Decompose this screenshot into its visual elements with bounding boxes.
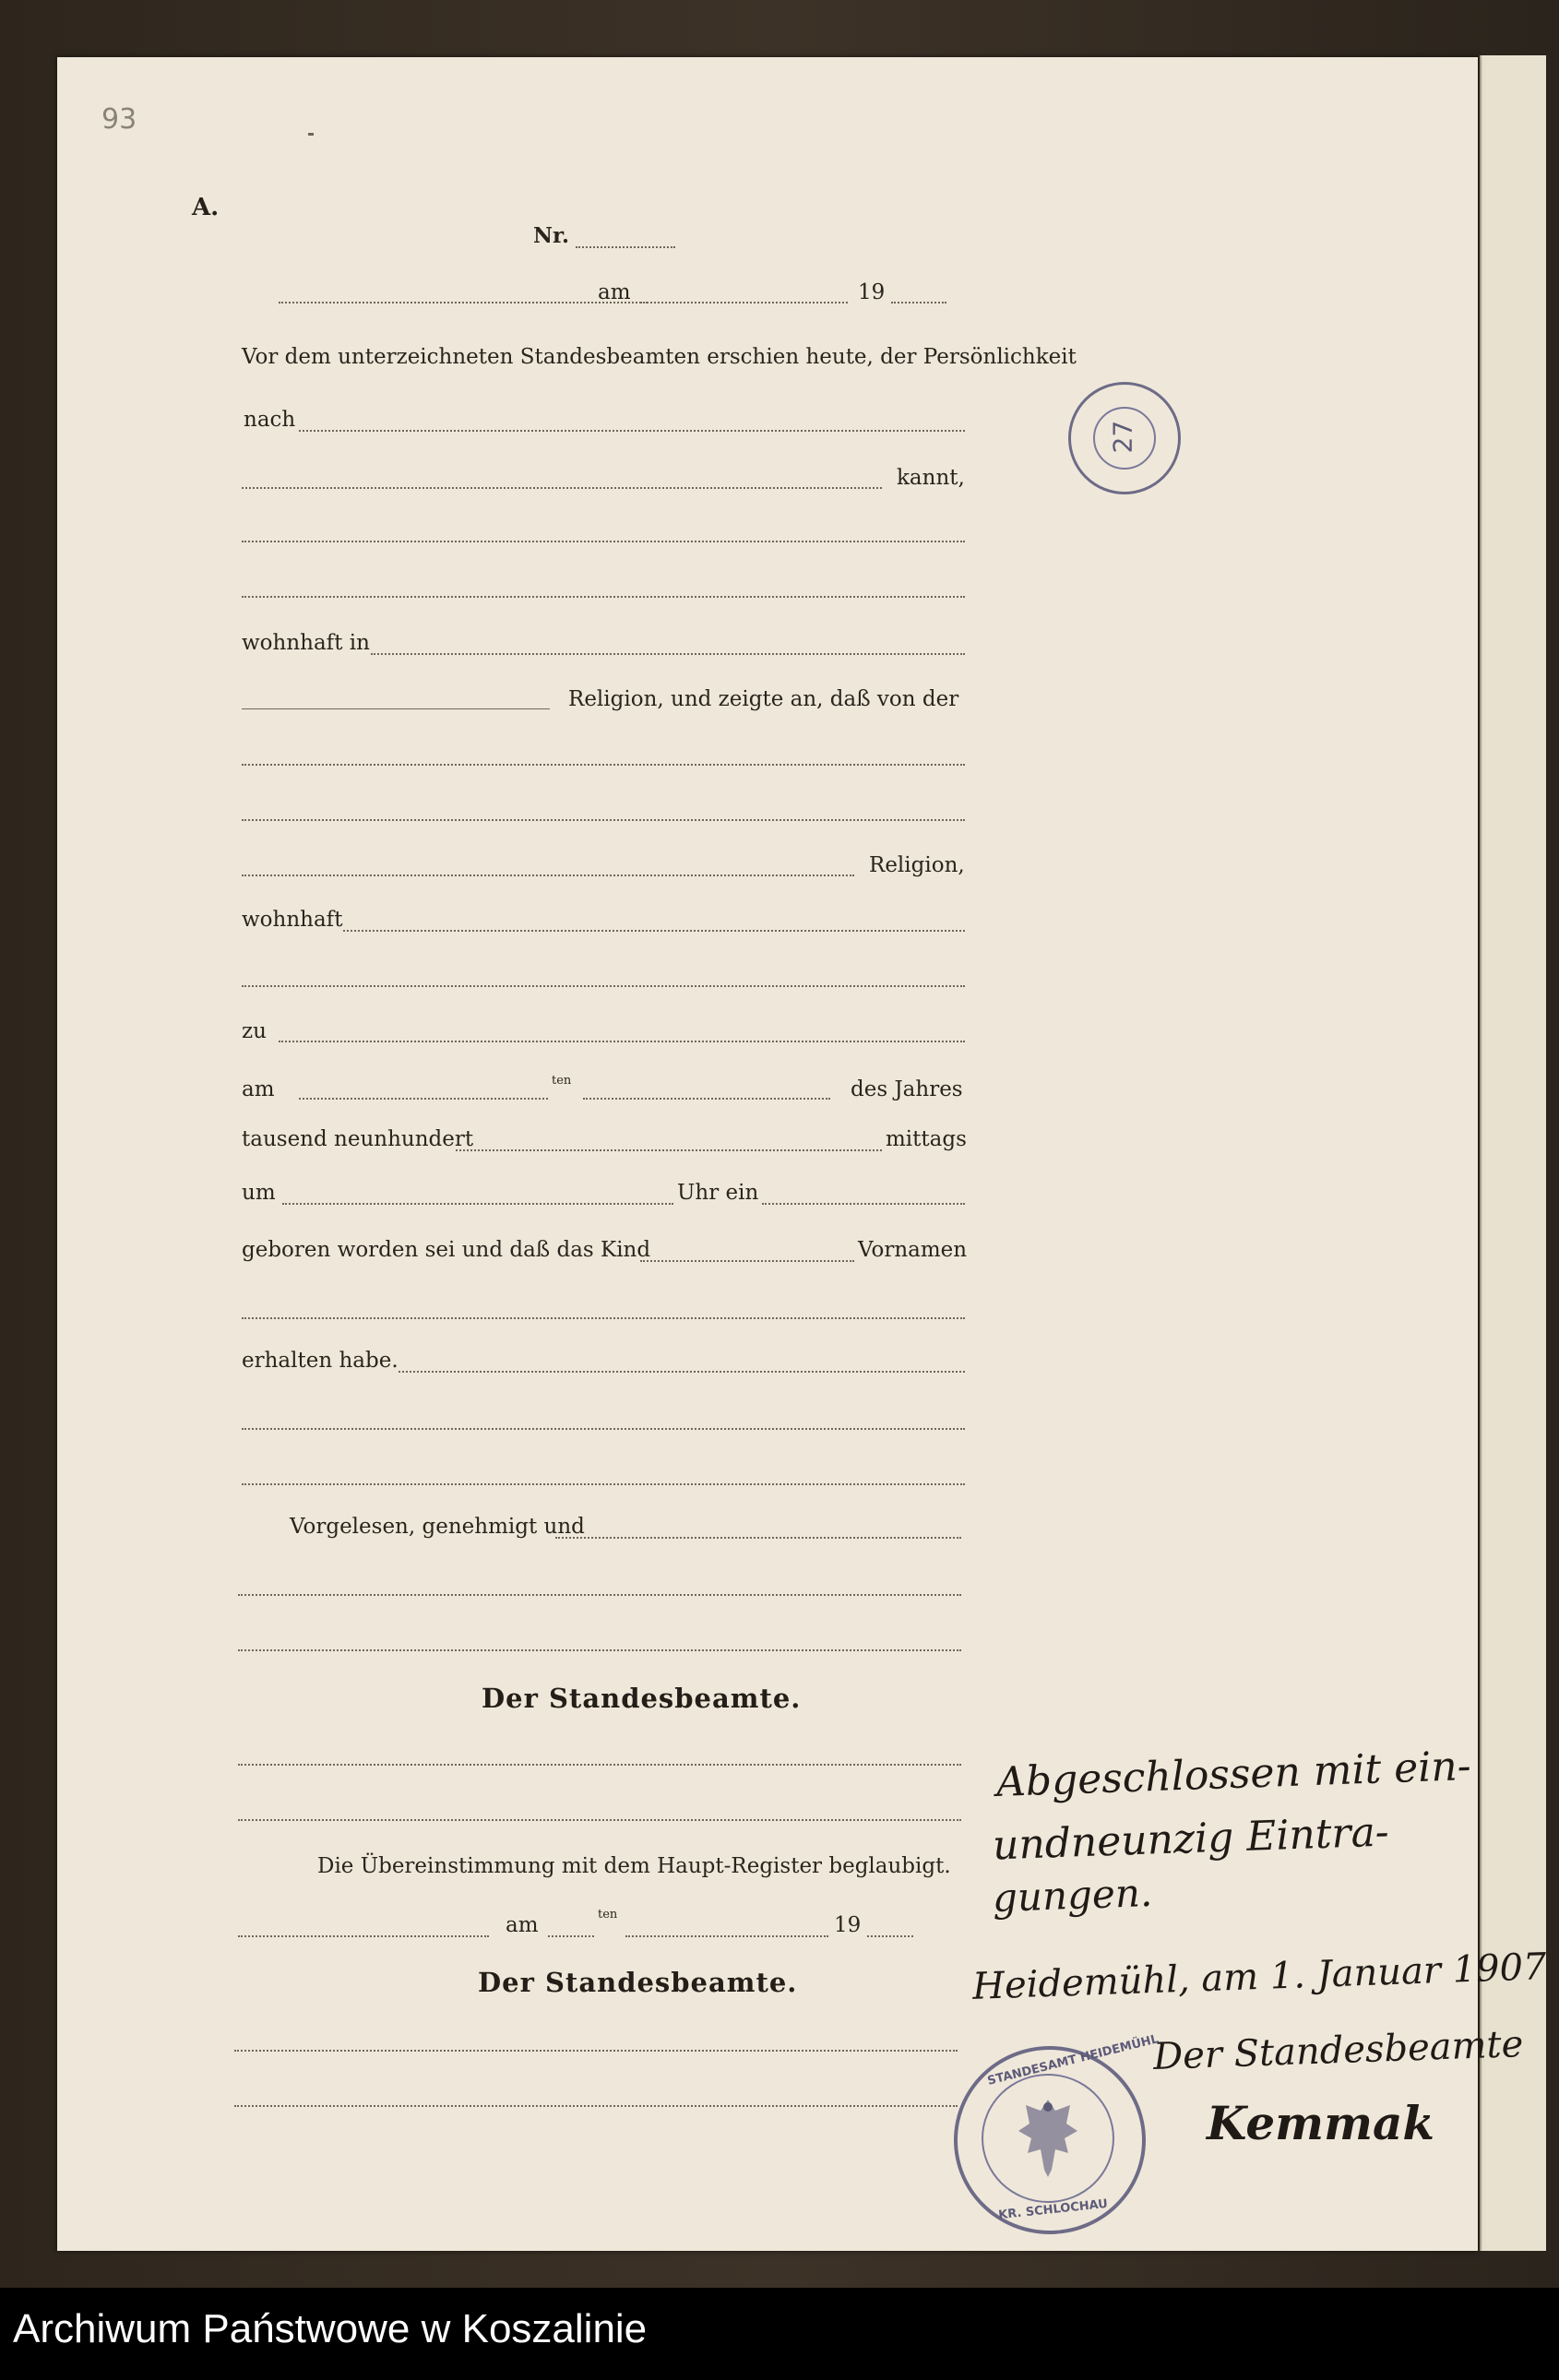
handwritten-date-line: Heidemühl, am 1. Januar 1907 <box>971 1946 1548 2008</box>
adjacent-page-edge <box>1480 55 1546 2251</box>
tausend-label: tausend neunhundert <box>242 1127 474 1151</box>
mittags-label: mittags <box>886 1127 967 1151</box>
registrar-signature-line[interactable] <box>238 1764 961 1766</box>
birth-day-field[interactable] <box>299 1098 548 1100</box>
declarant-signature-line[interactable] <box>238 1594 961 1596</box>
wohnhaft-label: wohnhaft <box>242 908 343 932</box>
religion-label: Religion, <box>869 853 965 877</box>
birth-hour-field[interactable] <box>282 1203 673 1205</box>
handwritten-line-3: gungen. <box>992 1869 1153 1922</box>
year-prefix: 19 <box>858 280 886 304</box>
certification-year-prefix: 19 <box>834 1913 862 1937</box>
vornamen-label: Vornamen <box>858 1238 968 1262</box>
certification-month-field[interactable] <box>625 1935 828 1937</box>
registrar-signature-line[interactable] <box>238 1819 961 1821</box>
seal-text-top: STANDESAMT HEIDEMÜHL <box>986 2032 1160 2088</box>
blank-line[interactable] <box>242 596 965 598</box>
child-field[interactable] <box>640 1260 854 1262</box>
nr-field[interactable] <box>576 246 675 248</box>
date-field[interactable] <box>640 302 848 303</box>
known-field[interactable] <box>242 487 882 489</box>
blank-line[interactable] <box>242 1428 965 1430</box>
geboren-text: geboren worden sei und daß das Kind <box>242 1238 651 1262</box>
am-label: am <box>598 280 631 304</box>
mother-residence-field[interactable] <box>343 930 965 932</box>
signature-note-field[interactable] <box>555 1537 961 1539</box>
birth-year-field[interactable] <box>456 1149 882 1151</box>
religion-announce-text: Religion, und zeigte an, daß von der <box>568 687 959 711</box>
am-date-label: am <box>242 1077 275 1101</box>
registrar-heading: Der Standesbeamte. <box>482 1683 802 1714</box>
residence-field[interactable] <box>371 653 965 655</box>
intro-text: Vor dem unterzeichneten Standesbeamten erschien heute, der Persönlichkeit <box>242 345 1077 369</box>
certification-text: Die Übereinstimmung mit dem Haupt-Register beglaubigt. <box>317 1854 951 1878</box>
des-jahres-label: des Jahres <box>851 1077 963 1101</box>
pencil-mark <box>308 133 314 136</box>
certification-signature-line[interactable] <box>234 2105 958 2107</box>
handwritten-line-1: Abgeschlossen mit ein- <box>995 1743 1472 1806</box>
certification-place-field[interactable] <box>238 1935 489 1937</box>
nach-label: nach <box>244 408 296 432</box>
place-field[interactable] <box>279 302 648 303</box>
blank-line[interactable] <box>242 541 965 542</box>
certification-signature-line[interactable] <box>234 2050 958 2052</box>
registrar-heading-2: Der Standesbeamte. <box>478 1967 798 1998</box>
certification-year-field[interactable] <box>867 1935 913 1937</box>
religion-field[interactable] <box>242 708 550 709</box>
document-page <box>57 57 1548 2251</box>
registrar-signature: Kemmak <box>1207 2096 1435 2150</box>
certification-day-field[interactable] <box>548 1935 594 1937</box>
seal-text-bottom: KR. SCHLOCHAU <box>997 2196 1109 2223</box>
registry-number-stamp <box>1068 382 1181 494</box>
handwritten-line-2: undneunzig Eintra- <box>992 1808 1390 1870</box>
remarks-field[interactable] <box>399 1371 965 1373</box>
vorgelesen-text: Vorgelesen, genehmigt und <box>290 1515 585 1539</box>
eagle-icon <box>1015 2094 1081 2183</box>
zu-label: zu <box>242 1019 267 1043</box>
birth-month-field[interactable] <box>583 1098 830 1100</box>
blank-line[interactable] <box>242 819 965 821</box>
gender-field[interactable] <box>762 1203 965 1205</box>
blank-line[interactable] <box>242 1483 965 1485</box>
blank-line[interactable] <box>242 764 965 766</box>
nr-label: Nr. <box>533 223 570 248</box>
wohnhaft-in-label: wohnhaft in <box>242 631 370 655</box>
person-field[interactable] <box>299 430 965 432</box>
erhalten-label: erhalten habe. <box>242 1349 399 1373</box>
stamp-number: 27 <box>1107 420 1138 454</box>
official-seal-stamp <box>954 2032 1160 2234</box>
um-label: um <box>242 1181 276 1205</box>
uhr-ein-label: Uhr ein <box>677 1181 759 1205</box>
mother-religion-field[interactable] <box>242 875 854 876</box>
archive-name: Archiwum Państwowe w Koszalinie <box>13 2306 648 2351</box>
birth-place-field[interactable] <box>279 1041 965 1042</box>
first-names-field[interactable] <box>242 1317 965 1319</box>
certification-ten-suffix: ten <box>598 1908 618 1922</box>
certification-am-label: am <box>506 1913 539 1937</box>
handwritten-registrar-line: Der Standesbeamte <box>1152 2023 1524 2078</box>
year-field[interactable] <box>891 302 946 303</box>
section-letter: A. <box>192 194 220 221</box>
ten-suffix: ten <box>552 1074 572 1088</box>
blank-line[interactable] <box>242 985 965 987</box>
pencil-page-number: 93 <box>101 103 137 136</box>
declarant-signature-line[interactable] <box>238 1649 961 1651</box>
kannt-label: kannt, <box>897 466 965 490</box>
